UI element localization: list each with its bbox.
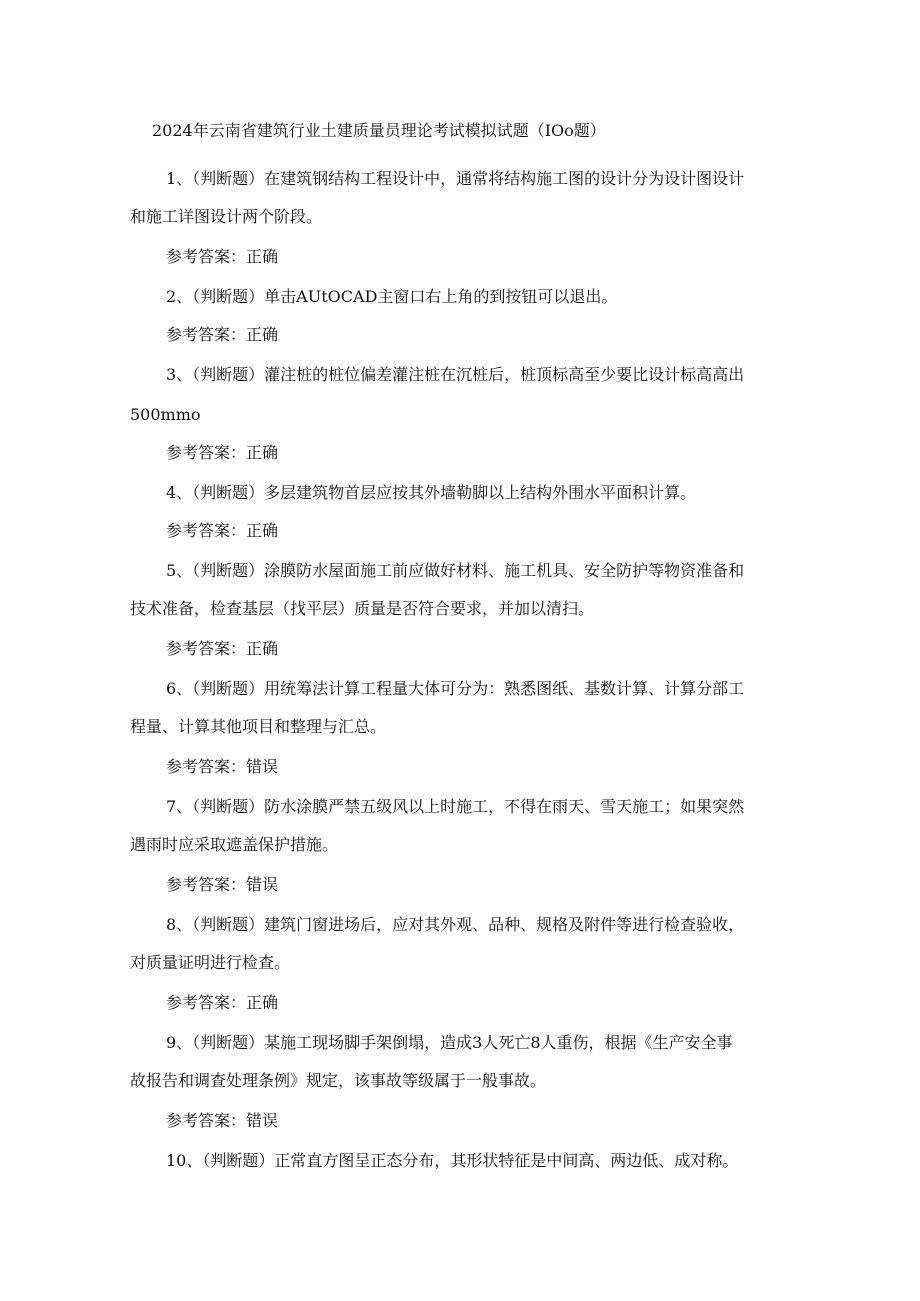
answer-label: 参考答案： xyxy=(166,1111,247,1130)
answer-value: 错误 xyxy=(246,757,279,776)
answer-label: 参考答案： xyxy=(166,521,247,540)
answer-6 xyxy=(166,756,278,778)
question-4-line-1: 4、（判断题）多层建筑物首层应按其外墙勒脚以上结构外围水平面积计算。 xyxy=(166,483,697,502)
answer-label: 参考答案： xyxy=(166,443,247,462)
answer-value: 正确 xyxy=(246,443,279,462)
question-6-line-1: 6、（判断题）用统筹法计算工程量大体可分为：熟悉图纸、基数计算、计算分部工 xyxy=(166,679,745,698)
answer-9 xyxy=(166,1110,278,1132)
answer-value: 正确 xyxy=(246,521,279,540)
question-9-line-1: 9、（判断题）某施工现场脚手架倒塌，造成3人死亡8人重伤，根据《生产安全事 xyxy=(166,1033,733,1052)
answer-label: 参考答案： xyxy=(166,875,247,894)
question-7-line-2: 遇雨时应采取遮盖保护措施。 xyxy=(130,835,339,854)
answer-3 xyxy=(166,442,278,464)
question-5-line-2: 技术准备，检查基层（找平层）质量是否符合要求，并加以清扫。 xyxy=(130,599,595,618)
question-5-line-1: 5、（判断题）涂膜防水屋面施工前应做好材料、施工机具、安全防护等物资准备和 xyxy=(166,561,745,580)
question-7-line-1: 7、（判断题）防水涂膜严禁五级风以上时施工，不得在雨天、雪天施工；如果突然 xyxy=(166,797,745,816)
question-8-line-2: 对质量证明进行检查。 xyxy=(130,953,291,972)
question-2-line-1: 2、（判断题）单击AUtOCAD主窗口右上角的到按钮可以退出。 xyxy=(166,287,618,306)
answer-value: 正确 xyxy=(246,325,279,344)
question-8-line-1: 8、（判断题）建筑门窗进场后，应对其外观、品种、规格及附件等进行检查验收， xyxy=(166,915,745,934)
answer-5 xyxy=(166,638,278,660)
answer-8 xyxy=(166,992,278,1014)
answer-value: 正确 xyxy=(246,993,279,1012)
question-10-line-1: 10、（判断题）正常直方图呈正态分布，其形状特征是中间高、两边低、成对称。 xyxy=(166,1151,739,1170)
answer-4 xyxy=(166,520,278,542)
document-title: 2024年云南省建筑行业土建质量员理论考试模拟试题（IOo题） xyxy=(152,121,606,140)
question-1-line-1: 1、（判断题）在建筑钢结构工程设计中，通常将结构施工图的设计分为设计图设计 xyxy=(166,169,745,188)
answer-7 xyxy=(166,874,278,896)
question-3-line-2: 500mmo xyxy=(130,405,201,424)
answer-label: 参考答案： xyxy=(166,993,247,1012)
question-1-line-2: 和施工详图设计两个阶段。 xyxy=(130,207,323,226)
answer-1 xyxy=(166,246,278,268)
answer-label: 参考答案： xyxy=(166,757,247,776)
question-3-line-1: 3、（判断题）灌注桩的桩位偏差灌注桩在沉桩后，桩顶标高至少要比设计标高高出 xyxy=(166,365,745,384)
answer-label: 参考答案： xyxy=(166,247,247,266)
answer-value: 正确 xyxy=(246,247,279,266)
answer-value: 正确 xyxy=(246,639,279,658)
answer-label: 参考答案： xyxy=(166,639,247,658)
answer-2 xyxy=(166,324,278,346)
answer-label: 参考答案： xyxy=(166,325,247,344)
answer-value: 错误 xyxy=(246,875,279,894)
question-9-line-2: 故报告和调查处理条例》规定，该事故等级属于一般事故。 xyxy=(130,1071,547,1090)
answer-value: 错误 xyxy=(246,1111,279,1130)
question-6-line-2: 程量、计算其他项目和整理与汇总。 xyxy=(130,717,387,736)
